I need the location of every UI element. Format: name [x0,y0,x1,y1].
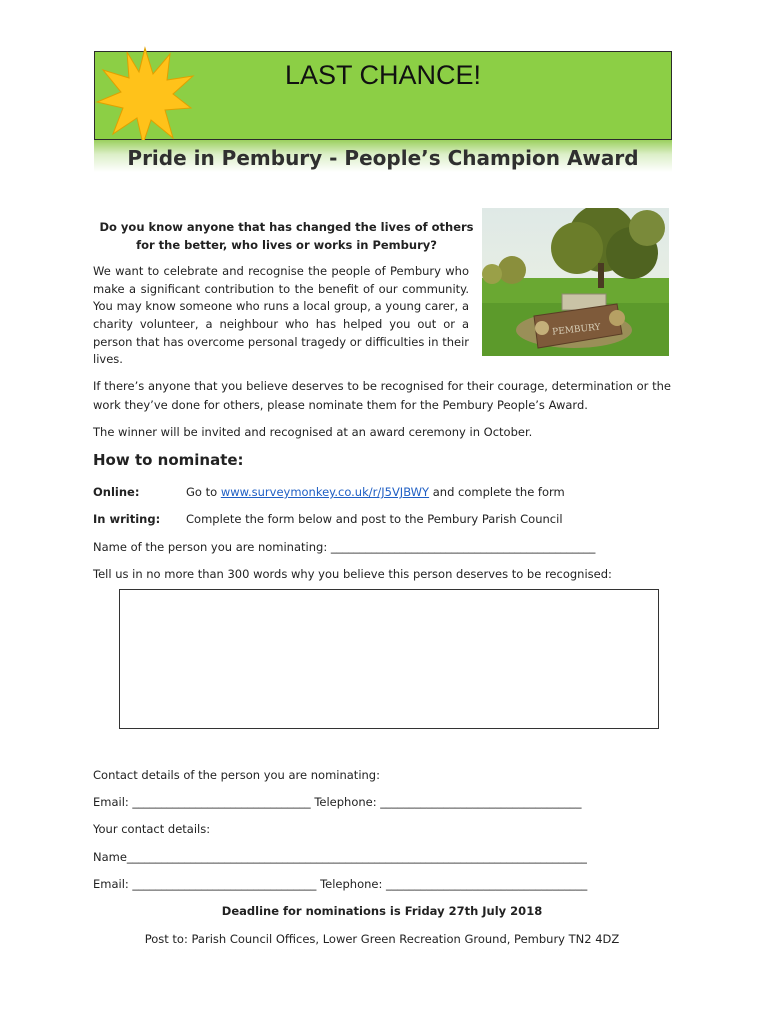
last-chance-banner [94,51,672,140]
deadline-text: Deadline for nominations is Friday 27th July 2018 [221,904,543,918]
your-contact-heading: Your contact details: [93,822,211,836]
online-pre: Go to [186,485,221,499]
photo-sign-label: PEMBURY [551,322,602,338]
writing-row [93,512,563,526]
writing-label: In writing: [93,512,161,526]
question-line-2: for the better, who lives or works in Pembury? [136,238,437,252]
reason-text-box[interactable] [119,589,659,729]
contact-heading: Contact details of the person you are nominating: [93,768,380,782]
post-to-address: Post to: Parish Council Offices, Lower Green Recreation Ground, Pembury TN2 4DZ [144,932,620,946]
online-row [93,485,565,499]
nominee-contact-fields[interactable]: Email: _______________________________ Telephone: ___________________________________ [93,795,582,809]
how-to-nominate-heading: How to nominate: [93,451,244,469]
online-post: and complete the form [429,485,565,499]
writing-text: Complete the form below and post to the Pembury Parish Council [186,512,563,526]
banner-text: LAST CHANCE! [284,60,482,90]
online-label: Online: [93,485,140,499]
intro-line-1: We want to celebrate and recognise the people of Pembury who [93,264,469,278]
title-band [94,140,672,172]
your-name-field[interactable]: Name________________________________________________________________________________ [93,850,587,864]
your-contact-fields[interactable]: Email: ________________________________ Telephone: ___________________________________ [93,877,588,891]
survey-link[interactable]: www.surveymonkey.co.uk/r/J5VJBWY [220,485,430,499]
question-line-1: Do you know anyone that has changed the lives of others [99,220,474,234]
recognise-line-1: If there’s anyone that you believe deserves to be recognised for their courage, determination or the [93,379,671,393]
intro-line-6: lives. [93,352,123,366]
intro-line-3: You may know someone who runs a local group, a young carer, a [93,299,469,313]
recognise-line-2: work they’ve done for others, please nominate them for the Pembury People’s Award. [93,398,588,412]
intro-line-4: charity volunteer, a neighbour who has helped you out or a [93,317,469,331]
nominee-name-field[interactable]: Name of the person you are nominating: ______________________________________________ [93,540,596,554]
pembury-sign-photo [482,208,669,356]
tell-us-prompt: Tell us in no more than 300 words why you believe this person deserves to be recognised: [93,567,612,581]
page-title: Pride in Pembury - People’s Champion Award [127,146,639,170]
intro-line-5: person that has overcome personal tragedy or difficulties in their [93,335,469,349]
winner-text: The winner will be invited and recognised at an award ceremony in October. [93,425,533,439]
intro-line-2: make a significant contribution to the benefit of our community. [93,282,469,296]
